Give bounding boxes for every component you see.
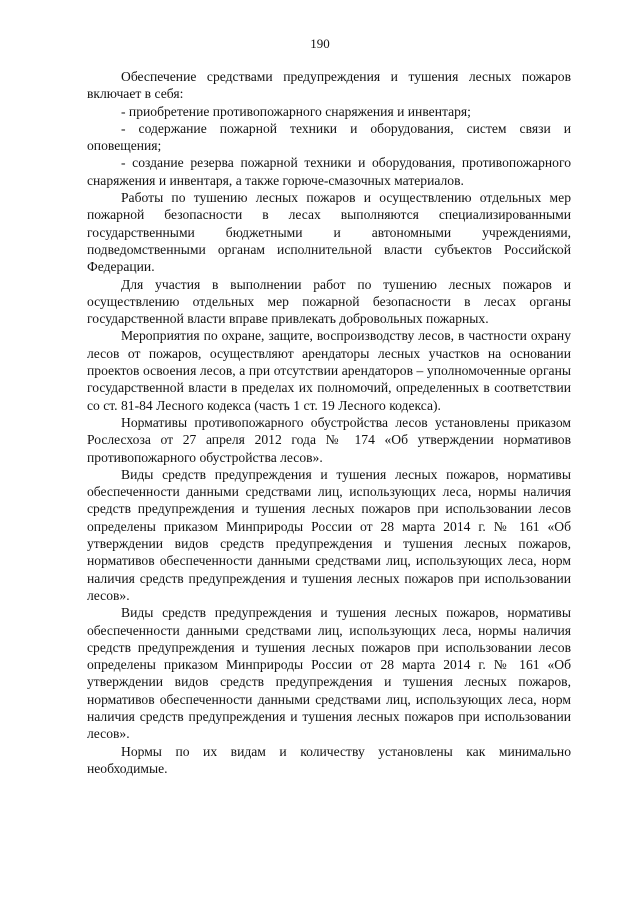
paragraph-volunteers: Для участия в выполнении работ по тушению лесных пожаров и осуществлению отдельных мер пожарной безопасности в лесах органы государственной власти вправе привлекать добровольных пожарных.: [87, 276, 571, 327]
paragraph-protection-measures: Мероприятия по охране, защите, воспроизводству лесов, в частности охрану лесов от пожаров, осуществляют арендаторы лесных участков на основании проектов освоения лесов, а при отсутствии арендаторов – уполномоченные органы государственной власти в пределах их полномочий, определенных в соответствии со ст. 81-84 Лесного кодекса (часть 1 ст. 19 Лесного кодекса).: [87, 328, 571, 413]
paragraph-normatives: Нормативы противопожарного обустройства лесов установлены приказом Рослесхоза от 27 апреля 2012 года № 174 «Об утверждении нормативов противопожарного обустройства лесов».: [87, 414, 571, 465]
list-item-reserve: - создание резерва пожарной техники и оборудования, противопожарного снаряжения и инвентаря, а также горюче-смазочных материалов.: [87, 155, 571, 188]
paragraph-firefighting-works: Работы по тушению лесных пожаров и осуществлению отдельных мер пожарной безопасности в лесах выполняются специализированными государственными бюджетными и автономными учреждениями, подведомственными органам исполнительной власти субъектов Российской Федерации.: [87, 190, 571, 275]
page-number: 190: [310, 36, 330, 51]
paragraph-types-of-means-1: Виды средств предупреждения и тушения лесных пожаров, нормативы обеспеченности данными средствами лиц, использующих леса, нормы наличия средств предупреждения и тушения лесных пожаров при использовании лесов определены приказом Минприроды России от 28 марта 2014 г. № 161 «Об утверждении видов средств предупреждения и тушения лесных пожаров, нормативов обеспеченности данными средствами лиц, использующих леса, норм наличия средств предупреждения и тушения лесных пожаров при использовании лесов».: [87, 466, 571, 603]
document-body: [87, 68, 571, 777]
list-item-maintenance: - содержание пожарной техники и оборудования, систем связи и оповещения;: [87, 120, 571, 154]
paragraph-provision-intro: Обеспечение средствами предупреждения и тушения лесных пожаров включает в себя:: [87, 69, 571, 102]
list-item-equipment: - приобретение противопожарного снаряжения и инвентаря;: [121, 103, 471, 119]
paragraph-types-of-means-2: Виды средств предупреждения и тушения лесных пожаров, нормативы обеспеченности данными средствами лиц, использующих леса, нормы наличия средств предупреждения и тушения лесных пожаров при использовании лесов определены приказом Минприроды России от 28 марта 2014 г. № 161 «Об утверждении видов средств предупреждения и тушения лесных пожаров, нормативов обеспеченности данными средствами лиц, использующих леса, норм наличия средств предупреждения и тушения лесных пожаров при использовании лесов».: [87, 605, 571, 742]
paragraph-minimum-norms: Нормы по их видам и количеству установлены как минимально необходимые.: [87, 743, 571, 776]
